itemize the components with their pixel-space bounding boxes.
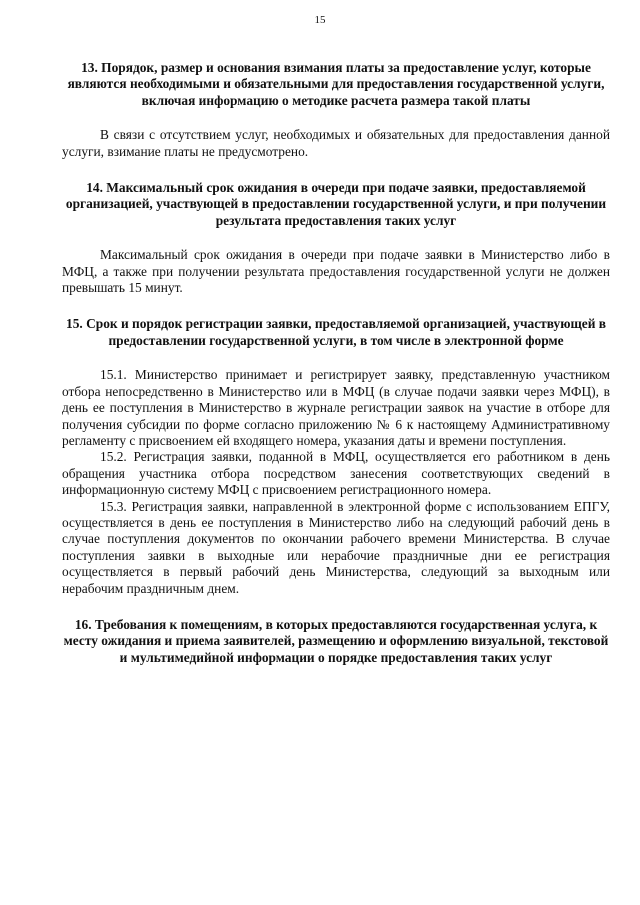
- section-15-paragraph-1: 15.1. Министерство принимает и регистрирует заявку, представленную участником отбора непосредственно в Министерство или в МФЦ (в случае подачи заявки через МФЦ), в день ее поступления в Министерство в журнале регистрации заявок на участие в отборе для получения субсидии по форме согласно приложению № 6 к настоящему Административному регламенту с присвоением ей входящего номера, указания даты и времени поступления.: [62, 367, 610, 448]
- section-14-paragraph-1: Максимальный срок ожидания в очереди при подаче заявки в Министерство либо в МФЦ, а также при получении результата предоставления государственной услуги не должен превышать 15 минут.: [62, 247, 610, 296]
- section-15-paragraph-3: 15.3. Регистрация заявки, направленной в электронной форме с использованием ЕПГУ, осуществляется в день ее поступления в Министерство либо на следующий рабочий день в случае поступления документов по окончании рабочего времени Министерства. В случае поступления заявки в выходные или нерабочие праздничные дни ее регистрация осуществляется в первый рабочий день Министерства, следующий за выходным или нерабочим праздничным днем.: [62, 498, 610, 596]
- section-15-heading: 15. Срок и порядок регистрации заявки, предоставляемой организацией, участвующей в предоставлении государственной услуги, в том числе в электронной форме: [66, 316, 606, 348]
- page-content: [62, 60, 610, 666]
- section-14-heading: 14. Максимальный срок ожидания в очереди при подаче заявки, предоставляемой организацией, участвующей в предоставлении государственной услуги, и при получении результата предоставления таких услуг: [65, 180, 607, 228]
- page-number: 15: [314, 14, 326, 26]
- section-15-paragraph-2: 15.2. Регистрация заявки, поданной в МФЦ, осуществляется его работником в день обращения участника отбора посредством занесения соответствующих сведений в информационную систему МФЦ с присвоением регистрационного номера.: [62, 449, 610, 498]
- section-13-paragraph-1: В связи с отсутствием услуг, необходимых и обязательных для предоставления данной услуги, взимание платы не предусмотрено.: [62, 127, 610, 159]
- section-16-heading: 16. Требования к помещениям, в которых предоставляются государственная услуга, к месту ожидания и приема заявителей, размещению и оформлению визуальной, текстовой и мультимедийной информации о порядке предоставления таких услуг: [63, 616, 609, 665]
- section-13-heading: 13. Порядок, размер и основания взимания платы за предоставление услуг, которые являются необходимыми и обязательными для предоставления государственной услуги, включая информацию о методике расчета размера такой платы: [67, 60, 605, 108]
